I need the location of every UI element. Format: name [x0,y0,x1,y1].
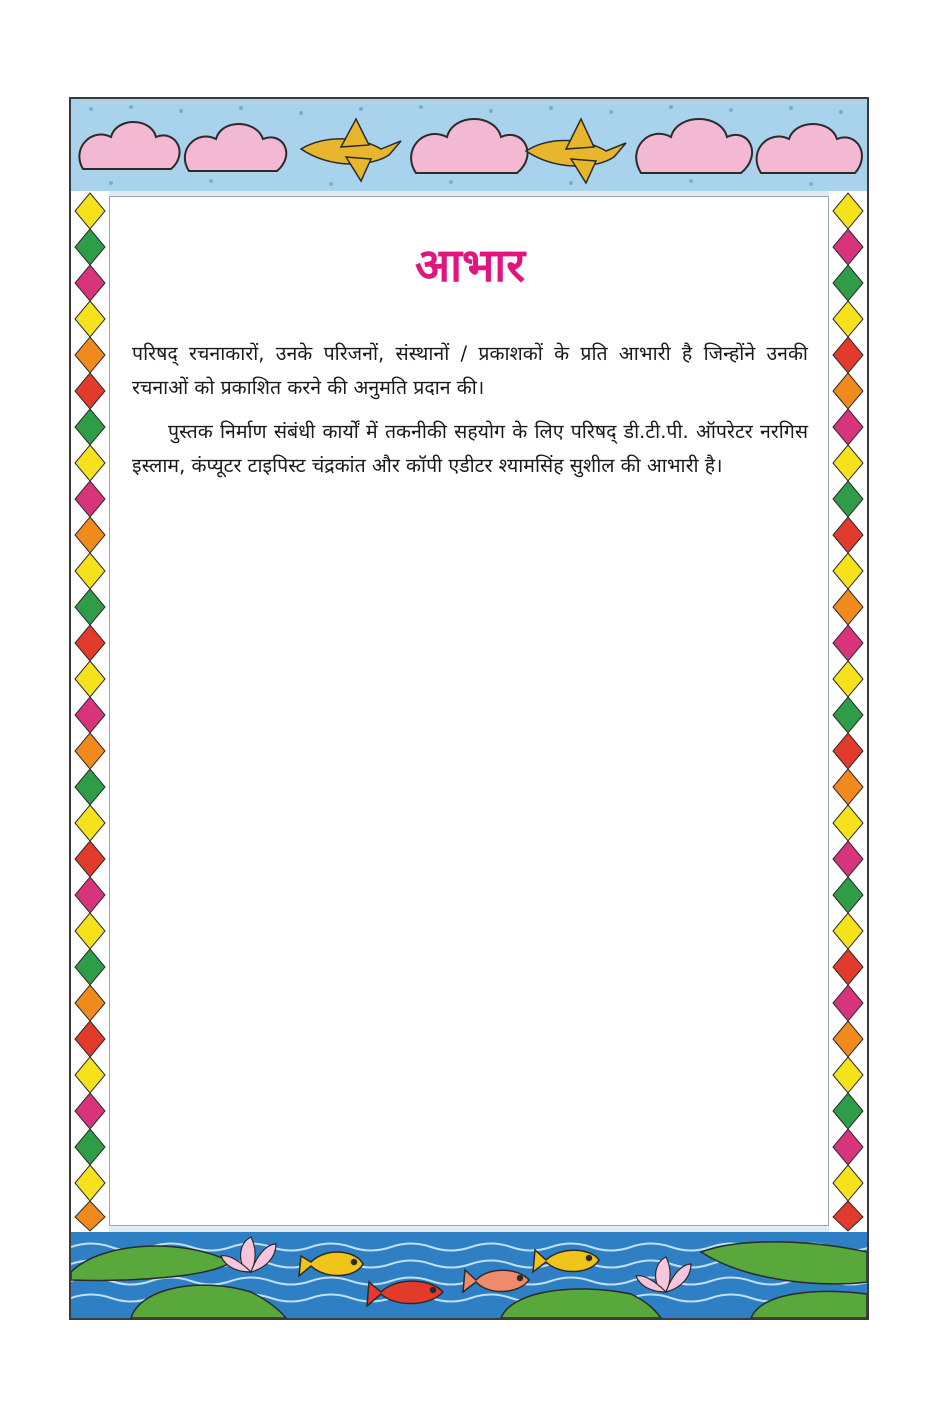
right-border-pattern [829,191,867,1232]
decorative-frame [69,97,869,1320]
page-title: आभार [414,238,526,292]
left-border-pattern [71,191,109,1232]
body-text [132,337,808,493]
content-panel [109,196,829,1226]
paragraph: पुस्तक निर्माण संबंधी कार्यों में तकनीकी सहयोग के लिए परिषद् डी.टी.पी. ऑपरेटर नरगिस इस्लाम, कंप्यूटर टाइपिस्ट चंद्रकांत और कॉपी एडीटर श्यामसिंह सुशील की आभारी है। [132,420,808,477]
bottom-border-illustration [71,1232,867,1318]
paragraph: परिषद् रचनाकारों, उनके परिजनों, संस्थानों / प्रकाशकों के प्रति आभारी है जिन्होंने उनकी रचनाओं को प्रकाशित करने की अनुमति प्रदान की। [132,342,808,399]
top-border-illustration [71,99,867,191]
